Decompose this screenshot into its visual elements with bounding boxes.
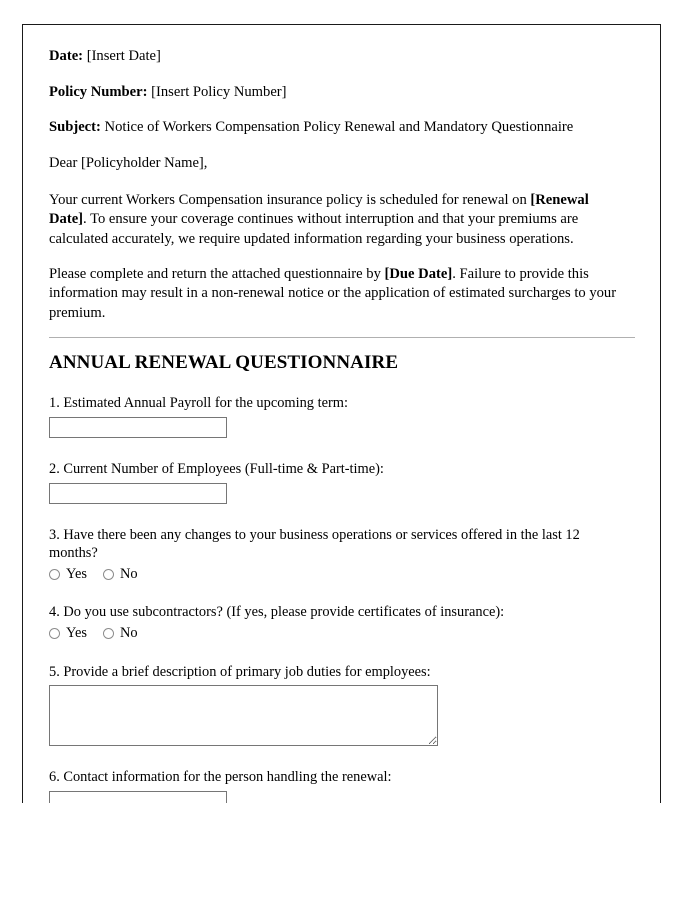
date-value: [Insert Date]: [86, 48, 161, 64]
policy-number-label: Policy Number:: [49, 83, 148, 100]
paragraph-2-text-after: . Failure to provide this information may result in a non-renewal notice or the application of estimated surcharges to your premium.: [49, 265, 617, 321]
questionnaire-title: ANNUAL RENEWAL QUESTIONNAIRE: [49, 352, 399, 374]
renewal-contact-input[interactable]: [49, 791, 227, 803]
question-1-label: 1. Estimated Annual Payroll for the upcoming term:: [49, 395, 348, 412]
question-5-label: 5. Provide a brief description of primary job duties for employees:: [49, 663, 431, 680]
question-6-label: 6. Contact information for the person handling the renewal:: [49, 769, 392, 786]
renewal-date-placeholder: [Renewal Date]: [49, 191, 589, 228]
date-label: Date:: [49, 48, 84, 64]
paragraph-2-text-before: Please complete and return the attached questionnaire by: [49, 265, 385, 282]
question-5: [49, 663, 634, 747]
question-3-option-no-label: No: [119, 566, 138, 582]
question-4-radio-group: [49, 626, 634, 640]
question-2-label: 2. Current Number of Employees (Full-time & Part-time):: [49, 460, 384, 477]
question-4-option-yes-label: Yes: [66, 625, 87, 642]
question-4-option-no[interactable]: [103, 626, 138, 640]
question-3-radio-group: [49, 567, 634, 581]
due-date-placeholder: [Due Date]: [384, 265, 453, 282]
subject-label: Subject:: [49, 119, 101, 136]
question-4-label: 4. Do you use subcontractors? (If yes, please provide certificates of insurance):: [49, 604, 505, 621]
question-3: [49, 526, 634, 582]
radio-icon[interactable]: [49, 569, 60, 580]
document-body: [23, 25, 660, 803]
section-divider-top: [49, 337, 635, 338]
paragraph-due-date-warning: [49, 265, 624, 323]
date-line: [49, 47, 634, 66]
question-4-option-yes[interactable]: [49, 626, 87, 640]
question-3-option-yes[interactable]: [49, 567, 87, 581]
question-3-label: 3. Have there been any changes to your business operations or services offered in the last 12 months?: [49, 526, 580, 562]
paragraph-renewal-notice: [49, 191, 624, 249]
document-page: [22, 24, 661, 803]
question-2: [49, 460, 634, 504]
salutation: Dear [Policyholder Name],: [49, 155, 208, 172]
question-4: [49, 603, 634, 640]
question-1: [49, 394, 634, 438]
question-3-option-yes-label: Yes: [66, 566, 87, 582]
question-3-option-no[interactable]: [103, 567, 138, 581]
question-4-option-no-label: No: [119, 625, 138, 642]
subject-value: Notice of Workers Compensation Policy Renewal and Mandatory Questionnaire: [104, 119, 574, 136]
question-6: [49, 768, 634, 803]
radio-icon[interactable]: [103, 569, 114, 580]
employee-count-input[interactable]: [49, 483, 227, 504]
policy-number-value: [Insert Policy Number]: [151, 83, 287, 100]
radio-icon[interactable]: [49, 628, 60, 639]
job-duties-textarea[interactable]: [49, 685, 438, 746]
paragraph-1-text-before: Your current Workers Compensation insurance policy is scheduled for renewal on: [49, 191, 531, 208]
annual-payroll-input[interactable]: [49, 417, 227, 438]
policy-number-line: [49, 83, 634, 102]
radio-icon[interactable]: [103, 628, 114, 639]
paragraph-1-text-after: . To ensure your coverage continues without interruption and that your premiums are calculated accurately, we require updated information regarding your business operations.: [49, 211, 579, 247]
subject-line: [49, 118, 634, 137]
